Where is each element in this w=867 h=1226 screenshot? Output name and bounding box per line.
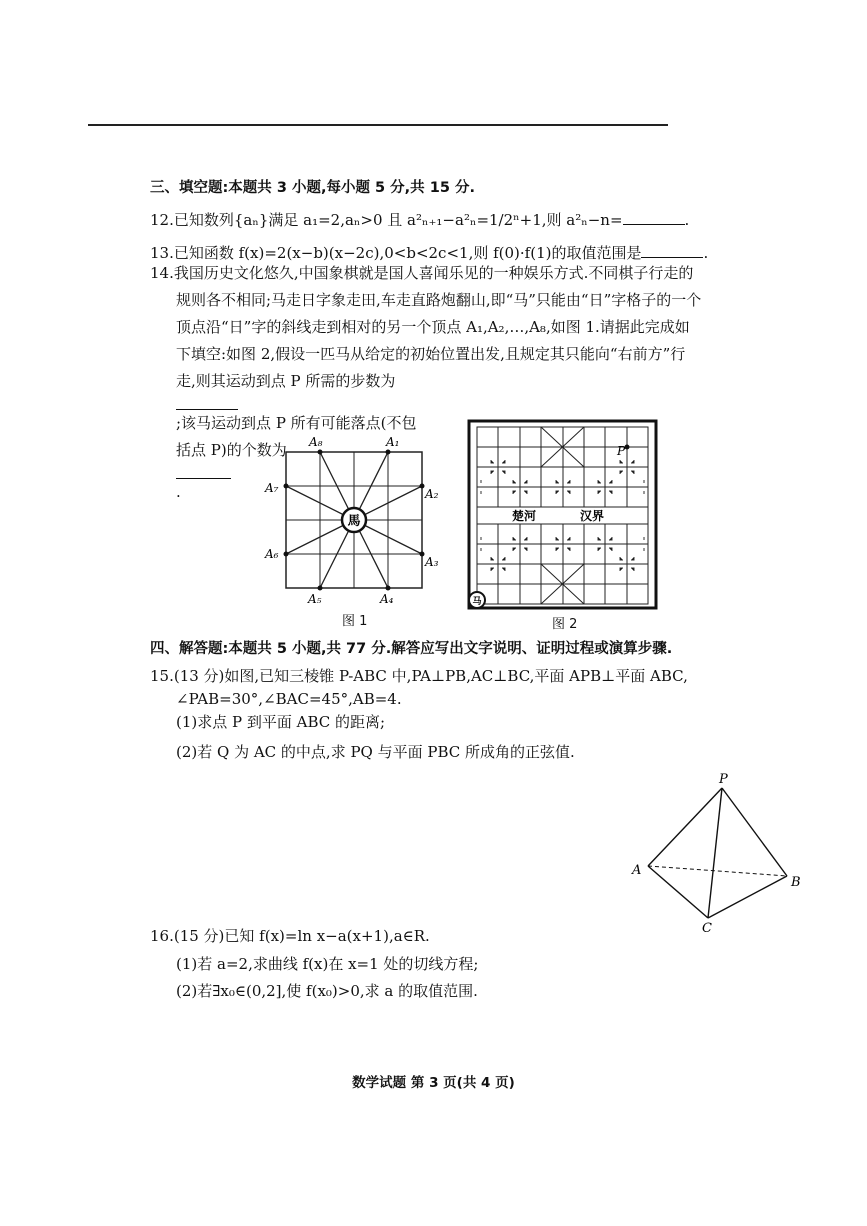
q13-answer-blank[interactable]	[641, 243, 703, 258]
question-13: 13.已知函数 f(x)=2(x−b)(x−2c),0<b<2c<1,则 f(0)·f(1)的取值范围是 .	[150, 244, 709, 262]
label-a8: A₈	[309, 435, 323, 449]
q15-line2: ∠PAB=30°,∠BAC=45°,AB=4.	[176, 690, 402, 708]
label-a3: A₃	[425, 555, 439, 569]
label-a4: A₄	[380, 592, 394, 606]
q16-line1: 16.(15 分)已知 f(x)=ln x−a(x+1),a∈R.	[150, 927, 430, 945]
q14-last: 括点 P)的个数为	[176, 441, 287, 459]
figure-1-caption: 图 1	[342, 614, 368, 629]
q14-line: 规则各不相同;马走日字象走田,车走直路炮翻山,即“马”只能由“日”字格子的一个	[176, 291, 702, 309]
q14-line: 14.我国历史文化悠久,中国象棋就是国人喜闻乐见的一种娱乐方式.不同棋子行走的	[150, 264, 694, 282]
fig2-horse-char: 马	[472, 597, 482, 607]
pyramid-label-a: A	[632, 863, 642, 878]
river-left-text: 楚河	[512, 509, 537, 523]
q16-part2: (2)若∃x₀∈(0,2],使 f(x₀)>0,求 a 的取值范围.	[176, 982, 478, 1000]
q14-mid: ;该马运动到点 P 所有可能落点(不包	[176, 414, 417, 432]
q14-line: 走,则其运动到点 P 所需的步数为	[176, 372, 396, 390]
pyramid-edges	[648, 788, 787, 918]
q14-line: 顶点沿“日”字的斜线走到相对的另一个顶点 A₁,A₂,…,A₈,如图 1.请据此完成如	[176, 318, 690, 336]
q12-text: 12.已知数列{aₙ}满足 a₁=2,aₙ>0 且 a²ₙ₊₁−a²ₙ=1/2ⁿ+1,则 a²ₙ−n=	[150, 211, 623, 229]
figure-2-caption: 图 2	[552, 617, 578, 632]
label-a1: A₁	[386, 435, 400, 449]
fig1-horse-char: 馬	[347, 514, 361, 529]
label-a6: A₆	[265, 547, 279, 561]
section3-heading: 三、填空题:本题共 3 小题,每小题 5 分,共 15 分.	[150, 180, 475, 196]
pyramid-label-c: C	[702, 921, 712, 936]
point-p-label: P	[617, 444, 626, 458]
figure-2-chessboard	[460, 418, 660, 612]
q15-part2: (2)若 Q 为 AC 的中点,求 PQ 与平面 PBC 所成角的正弦值.	[176, 743, 575, 761]
river-right-text: 汉界	[580, 509, 605, 523]
pyramid-label-p: P	[719, 772, 728, 787]
label-a2: A₂	[425, 487, 439, 501]
label-a7: A₇	[265, 481, 279, 495]
q14-count-blank[interactable]	[176, 464, 231, 479]
q14-line: 下填空:如图 2,假设一匹马从给定的初始位置出发,且规定其只能向“右前方”行	[176, 345, 686, 363]
q15-part1: (1)求点 P 到平面 ABC 的距离;	[176, 713, 386, 731]
figure-1-knight-moves	[262, 430, 440, 610]
section4-heading: 四、解答题:本题共 5 小题,共 77 分.解答应写出文字说明、证明过程或演算步骤.	[150, 641, 673, 657]
q12-answer-blank[interactable]	[623, 210, 685, 225]
label-a5: A₅	[308, 592, 322, 606]
page-footer: 数学试题 第 3 页(共 4 页)	[352, 1075, 515, 1091]
pyramid-figure	[624, 766, 814, 938]
pyramid-label-b: B	[791, 875, 801, 890]
top-rule	[88, 124, 668, 126]
question-12: 12.已知数列{aₙ}满足 a₁=2,aₙ>0 且 a²ₙ₊₁−a²ₙ=1/2ⁿ+1,则 a²ₙ−n= .	[150, 211, 690, 229]
q16-part1: (1)若 a=2,求曲线 f(x)在 x=1 处的切线方程;	[176, 955, 479, 973]
point-p-dot	[625, 445, 630, 450]
q14-line-6: 括点 P)的个数为 .	[176, 441, 287, 501]
q15-line1: 15.(13 分)如图,已知三棱锥 P-ABC 中,PA⊥PB,AC⊥BC,平面 APB⊥平面 ABC,	[150, 667, 688, 685]
q13-text: 13.已知函数 f(x)=2(x−b)(x−2c),0<b<2c<1,则 f(0)·f(1)的取值范围是	[150, 244, 642, 262]
q14-steps-blank[interactable]	[176, 395, 238, 410]
